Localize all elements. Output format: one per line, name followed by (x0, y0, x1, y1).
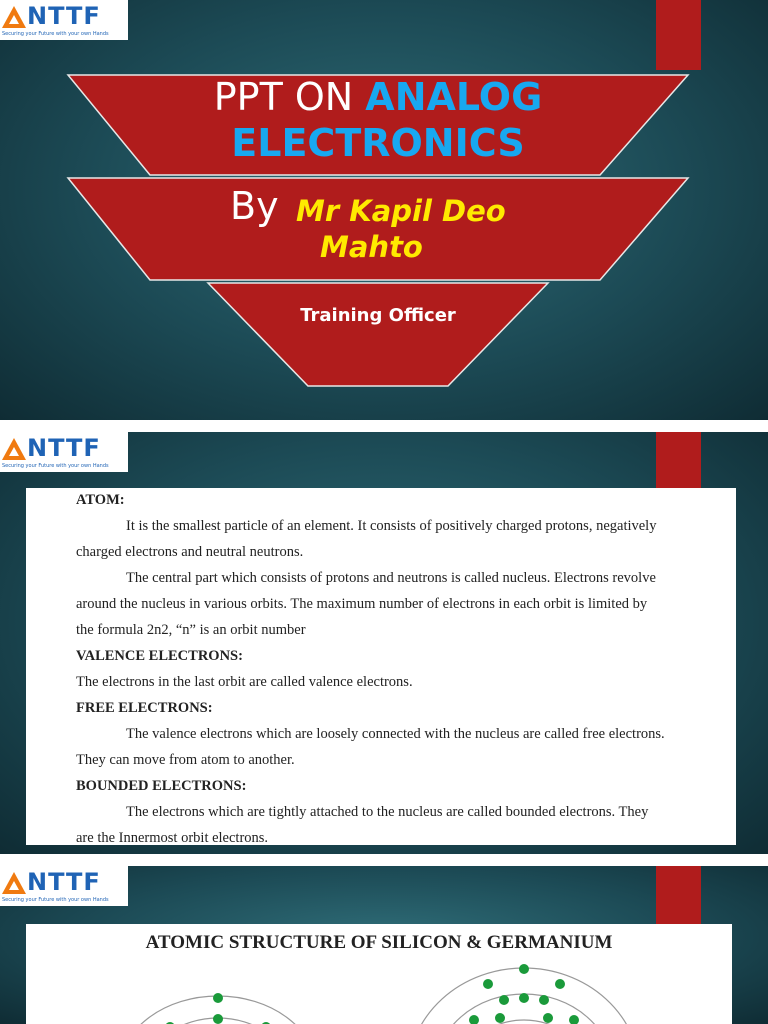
logo-text: NTTF (27, 434, 101, 462)
nttf-logo (0, 432, 128, 472)
text-document-image (26, 488, 736, 845)
nttf-logo (0, 866, 128, 906)
paragraph-line: The electrons which are tightly attached to the nucleus are called bounded electrons. They (126, 804, 649, 820)
paragraph-line: The central part which consists of protons and neutrons is called nucleus. Electrons revolve (126, 570, 656, 586)
logo-tagline: Securing your Future with your own Hands (2, 31, 109, 37)
atom-orbit-diagram (26, 924, 732, 1024)
author-name-line-1: Mr Kapil Deo (296, 194, 506, 228)
paragraph-line: the formula 2n2, “n” is an orbit number (76, 622, 306, 638)
heading-valence-electrons: VALENCE ELECTRONS: (76, 648, 243, 664)
title-highlight: ANALOG (365, 75, 543, 119)
atomic-structure-image (26, 924, 732, 1024)
title-line-2: ELECTRONICS (231, 121, 525, 165)
author-role: Training Officer (300, 305, 456, 326)
heading-bounded-electrons: BOUNDED ELECTRONS: (76, 778, 247, 794)
heading-atom: ATOM: (76, 492, 125, 508)
paragraph-line: around the nucleus in various orbits. The maximum number of electrons in each orbit is limited by (76, 596, 648, 612)
author-name-line-2: Mahto (320, 230, 423, 264)
atomic-structure-slide (0, 866, 768, 1024)
paragraph-line: It is the smallest particle of an element. It consists of positively charged protons, negatively (126, 518, 657, 534)
atom-definition-slide (0, 432, 768, 854)
heading-free-electrons: FREE ELECTRONS: (76, 700, 213, 716)
paragraph-line: They can move from atom to another. (76, 752, 295, 768)
logo-triangle-icon (2, 872, 26, 894)
paragraph-line: charged electrons and neutral neutrons. (76, 544, 304, 560)
by-label: By (230, 184, 279, 228)
diagram-title: ATOMIC STRUCTURE OF SILICON & GERMANIUM (145, 932, 613, 953)
logo-text: NTTF (27, 2, 101, 30)
title-prefix: PPT ON (213, 75, 366, 119)
logo-text: NTTF (27, 868, 101, 896)
title-line-1 (68, 75, 688, 119)
logo-tagline: Securing your Future with your own Hands (2, 463, 109, 469)
logo-triangle-icon (2, 438, 26, 460)
logo-tagline: Securing your Future with your own Hands (2, 897, 109, 903)
paragraph-line: are the Innermost orbit electrons. (76, 830, 269, 846)
paragraph-line: The valence electrons which are loosely connected with the nucleus are called free electrons. (126, 726, 665, 742)
title-slide (0, 0, 768, 420)
paragraph-line: The electrons in the last orbit are called valence electrons. (76, 674, 413, 690)
